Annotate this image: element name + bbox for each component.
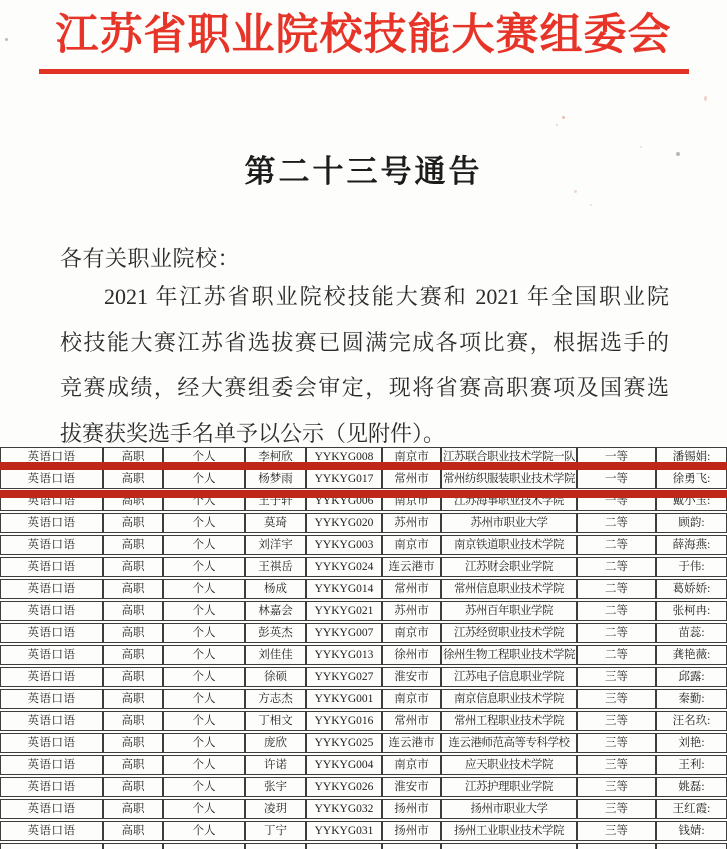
cell-school: 苏州百年职业学院 — [441, 601, 577, 621]
cell-school: 江苏经贸职业技术学院 — [441, 623, 577, 643]
cell-school: 南京铁道职业技术学院 — [441, 535, 577, 555]
cell-city: 南京市 — [382, 689, 441, 709]
scan-speck — [556, 124, 558, 126]
cell-award: 一等 — [577, 447, 656, 467]
salutation: 各有关职业院校： — [60, 246, 241, 271]
cell-contestant-name: 凌玥 — [245, 799, 306, 819]
cell-school — [441, 843, 577, 849]
cell-school: 江苏护理职业学院 — [441, 777, 577, 797]
cell-city — [382, 843, 441, 849]
table-row — [0, 799, 727, 819]
scan-speck — [5, 38, 8, 41]
cell-teacher-name: 王红霞: — [656, 799, 727, 819]
cell-entry-code: YYKYG021 — [306, 601, 382, 621]
cell-entry-type: 个人 — [163, 469, 245, 489]
cell-event: 英语口语 — [0, 777, 103, 797]
cell-city: 常州市 — [382, 469, 441, 489]
cell-contestant-name: 张宇 — [245, 777, 306, 797]
cell-contestant-name: 王祺岳 — [245, 557, 306, 577]
cell-award: 三等 — [577, 777, 656, 797]
cell-event: 英语口语 — [0, 623, 103, 643]
cell-teacher-name: 顾韵: — [656, 513, 727, 533]
results-table — [0, 445, 727, 849]
cell-group: 高职 — [103, 513, 163, 533]
cell-entry-code: YYKYG001 — [306, 689, 382, 709]
cell-entry-type: 个人 — [163, 557, 245, 577]
body-line: 校技能大赛江苏省选拔赛已圆满完成各项比赛，根据选手的 — [60, 329, 669, 355]
cell-contestant-name: 刘洋宇 — [245, 535, 306, 555]
cell-event: 英语口语 — [0, 799, 103, 819]
cell-contestant-name: 庞欣 — [245, 733, 306, 753]
cell-teacher-name: 于伟: — [656, 557, 727, 577]
cell-entry-type: 个人 — [163, 447, 245, 467]
cell-event: 英语口语 — [0, 535, 103, 555]
cell-entry-code: YYKYG016 — [306, 711, 382, 731]
cell-group: 高职 — [103, 821, 163, 841]
cell-entry-type: 个人 — [163, 711, 245, 731]
cell-entry-type: 个人 — [163, 601, 245, 621]
cell-group: 高职 — [103, 689, 163, 709]
cell-award: 一等 — [577, 491, 656, 511]
cell-entry-type: 个人 — [163, 755, 245, 775]
cell-event: 英语口语 — [0, 667, 103, 687]
cell-teacher-name — [656, 843, 727, 849]
cell-city: 淮安市 — [382, 777, 441, 797]
cell-award: 二等 — [577, 623, 656, 643]
table-row — [0, 623, 727, 643]
table-row — [0, 535, 727, 555]
body-line: 拔赛获奖选手名单予以公示（见附件）。 — [60, 420, 446, 446]
cell-teacher-name: 邱露: — [656, 667, 727, 687]
cell-entry-type: 个人 — [163, 491, 245, 511]
cell-city: 淮安市 — [382, 667, 441, 687]
cell-award: 三等 — [577, 799, 656, 819]
cell-event: 英语口语 — [0, 579, 103, 599]
scan-speck — [704, 96, 707, 101]
cell-school: 常州纺织服装职业技术学院 — [441, 469, 577, 489]
cell-school: 常州信息职业技术学院 — [441, 579, 577, 599]
cell-contestant-name: 方志杰 — [245, 689, 306, 709]
cell-event: 英语口语 — [0, 513, 103, 533]
cell-teacher-name: 汪名玖: — [656, 711, 727, 731]
cell-entry-type: 个人 — [163, 535, 245, 555]
cell-teacher-name: 秦勤: — [656, 689, 727, 709]
cell-event: 英语口语 — [0, 447, 103, 467]
cell-event: 英语口语 — [0, 711, 103, 731]
cell-teacher-name: 王利: — [656, 755, 727, 775]
cell-award: 三等 — [577, 733, 656, 753]
cell-group: 高职 — [103, 623, 163, 643]
cell-contestant-name: 刘佳佳 — [245, 645, 306, 665]
cell-entry-code: YYKYG007 — [306, 623, 382, 643]
cell-group: 高职 — [103, 777, 163, 797]
cell-school: 扬州市职业大学 — [441, 799, 577, 819]
table-row — [0, 579, 727, 599]
cell-entry-type: 个人 — [163, 777, 245, 797]
cell-contestant-name: 林嘉会 — [245, 601, 306, 621]
cell-contestant-name: 杨梦雨 — [245, 469, 306, 489]
cell-city: 扬州市 — [382, 821, 441, 841]
results-table-body — [0, 447, 727, 849]
cell-teacher-name: 苗蕊: — [656, 623, 727, 643]
cell-entry-code: YYKYG024 — [306, 557, 382, 577]
cell-teacher-name: 龚艳薇: — [656, 645, 727, 665]
cell-teacher-name: 徐勇飞: — [656, 469, 727, 489]
cell-award: 三等 — [577, 667, 656, 687]
cell-event: 英语口语 — [0, 689, 103, 709]
cell-entry-type — [163, 843, 245, 849]
cell-group: 高职 — [103, 799, 163, 819]
org-title: 江苏省职业院校技能大赛组委会 — [55, 12, 672, 59]
cell-contestant-name — [245, 843, 306, 849]
cell-teacher-name: 张柯冉: — [656, 601, 727, 621]
body-line: 竞赛成绩，经大赛组委会审定，现将省赛高职赛项及国赛选 — [60, 375, 669, 400]
cell-school: 南京信息职业技术学院 — [441, 689, 577, 709]
cell-contestant-name: 彭英杰 — [245, 623, 306, 643]
cell-entry-type: 个人 — [163, 513, 245, 533]
cell-award: 三等 — [577, 821, 656, 841]
cell-award: 三等 — [577, 711, 656, 731]
cell-group: 高职 — [103, 645, 163, 665]
cell-event: 英语口语 — [0, 755, 103, 775]
cell-entry-code: YYKYG027 — [306, 667, 382, 687]
cell-entry-code: YYKYG006 — [306, 491, 382, 511]
cell-entry-type: 个人 — [163, 645, 245, 665]
cell-city: 南京市 — [382, 491, 441, 511]
cell-city: 常州市 — [382, 711, 441, 731]
cell-contestant-name: 莫琦 — [245, 513, 306, 533]
cell-event: 英语口语 — [0, 821, 103, 841]
cell-entry-code: YYKYG020 — [306, 513, 382, 533]
cell-event: 英语口语 — [0, 601, 103, 621]
scan-speck — [640, 146, 642, 148]
scan-speck — [590, 204, 592, 206]
cell-group: 高职 — [103, 755, 163, 775]
cell-school: 应天职业技术学院 — [441, 755, 577, 775]
cell-entry-type: 个人 — [163, 821, 245, 841]
cell-city: 苏州市 — [382, 513, 441, 533]
cell-contestant-name: 徐硕 — [245, 667, 306, 687]
cell-award — [577, 843, 656, 849]
table-row — [0, 557, 727, 577]
cell-school: 苏州市职业大学 — [441, 513, 577, 533]
results-table-wrap — [0, 445, 727, 849]
cell-group: 高职 — [103, 579, 163, 599]
cell-award: 一等 — [577, 469, 656, 489]
cell-group: 高职 — [103, 711, 163, 731]
cell-school: 江苏财会职业学院 — [441, 557, 577, 577]
cell-contestant-name: 王子轩 — [245, 491, 306, 511]
cell-entry-code: YYKYG003 — [306, 535, 382, 555]
highlight-annotation-box — [0, 462, 727, 498]
cell-city: 徐州市 — [382, 645, 441, 665]
cell-school: 常州工程职业技术学院 — [441, 711, 577, 731]
cell-entry-code: YYKYG025 — [306, 733, 382, 753]
cell-award: 二等 — [577, 579, 656, 599]
table-row — [0, 755, 727, 775]
cell-group: 高职 — [103, 535, 163, 555]
cell-contestant-name: 丁宁 — [245, 821, 306, 841]
table-row — [0, 645, 727, 665]
cell-teacher-name: 刘艳: — [656, 733, 727, 753]
cell-school: 江苏联合职业技术学院一队 — [441, 447, 577, 467]
cell-city: 连云港市 — [382, 557, 441, 577]
table-row — [0, 667, 727, 687]
table-row — [0, 733, 727, 753]
cell-award: 三等 — [577, 755, 656, 775]
cell-entry-code: YYKYG008 — [306, 447, 382, 467]
cell-entry-code: YYKYG014 — [306, 579, 382, 599]
cell-entry-type: 个人 — [163, 623, 245, 643]
cell-teacher-name: 姚磊: — [656, 777, 727, 797]
cell-teacher-name: 薛海燕: — [656, 535, 727, 555]
cell-entry-type: 个人 — [163, 579, 245, 599]
cell-teacher-name: 潘锡娟: — [656, 447, 727, 467]
table-row — [0, 843, 727, 849]
cell-group: 高职 — [103, 557, 163, 577]
cell-event: 英语口语 — [0, 491, 103, 511]
cell-entry-code: YYKYG032 — [306, 799, 382, 819]
cell-city: 常州市 — [382, 579, 441, 599]
cell-teacher-name: 戴小玉: — [656, 491, 727, 511]
scan-speck — [574, 190, 577, 193]
cell-group: 高职 — [103, 733, 163, 753]
cell-teacher-name: 葛娇娇: — [656, 579, 727, 599]
cell-city: 南京市 — [382, 535, 441, 555]
scan-speck — [676, 152, 680, 156]
cell-group: 高职 — [103, 667, 163, 687]
cell-entry-code: YYKYG026 — [306, 777, 382, 797]
cell-award: 二等 — [577, 513, 656, 533]
cell-entry-code: YYKYG013 — [306, 645, 382, 665]
cell-group: 高职 — [103, 469, 163, 489]
cell-award: 二等 — [577, 645, 656, 665]
table-row — [0, 711, 727, 731]
cell-city: 南京市 — [382, 755, 441, 775]
cell-event: 英语口语 — [0, 733, 103, 753]
cell-entry-type: 个人 — [163, 733, 245, 753]
table-row — [0, 821, 727, 841]
scan-speck — [562, 116, 565, 119]
cell-school: 江苏海事职业技术学院 — [441, 491, 577, 511]
notice-title: 第二十三号通告 — [244, 154, 483, 189]
table-row — [0, 601, 727, 621]
cell-event — [0, 843, 103, 849]
cell-contestant-name: 李柯欣 — [245, 447, 306, 467]
cell-award: 二等 — [577, 557, 656, 577]
cell-event: 英语口语 — [0, 557, 103, 577]
cell-entry-type: 个人 — [163, 799, 245, 819]
cell-entry-code: YYKYG004 — [306, 755, 382, 775]
cell-event: 英语口语 — [0, 645, 103, 665]
cell-contestant-name: 许诺 — [245, 755, 306, 775]
cell-entry-type: 个人 — [163, 689, 245, 709]
table-row — [0, 777, 727, 797]
cell-award: 二等 — [577, 601, 656, 621]
cell-city: 南京市 — [382, 447, 441, 467]
cell-school: 徐州生物工程职业技术学院 — [441, 645, 577, 665]
body-line: 2021 年江苏省职业院校技能大赛和 2021 年全国职业院 — [104, 284, 669, 309]
cell-teacher-name: 钱婧: — [656, 821, 727, 841]
cell-award: 三等 — [577, 689, 656, 709]
cell-contestant-name: 丁相文 — [245, 711, 306, 731]
cell-award: 二等 — [577, 535, 656, 555]
cell-city: 南京市 — [382, 623, 441, 643]
table-row — [0, 513, 727, 533]
cell-entry-code: YYKYG017 — [306, 469, 382, 489]
cell-city: 苏州市 — [382, 601, 441, 621]
cell-city: 扬州市 — [382, 799, 441, 819]
cell-group — [103, 843, 163, 849]
cell-group: 高职 — [103, 491, 163, 511]
cell-entry-code — [306, 843, 382, 849]
table-row — [0, 689, 727, 709]
cell-event: 英语口语 — [0, 469, 103, 489]
cell-group: 高职 — [103, 447, 163, 467]
cell-school: 扬州工业职业技术学院 — [441, 821, 577, 841]
cell-school: 连云港师范高等专科学校 — [441, 733, 577, 753]
cell-entry-type: 个人 — [163, 667, 245, 687]
cell-group: 高职 — [103, 601, 163, 621]
letterhead-rule — [39, 69, 689, 74]
cell-contestant-name: 杨成 — [245, 579, 306, 599]
cell-city: 连云港市 — [382, 733, 441, 753]
notice-body — [60, 274, 669, 456]
cell-entry-code: YYKYG031 — [306, 821, 382, 841]
cell-school: 江苏电子信息职业学院 — [441, 667, 577, 687]
